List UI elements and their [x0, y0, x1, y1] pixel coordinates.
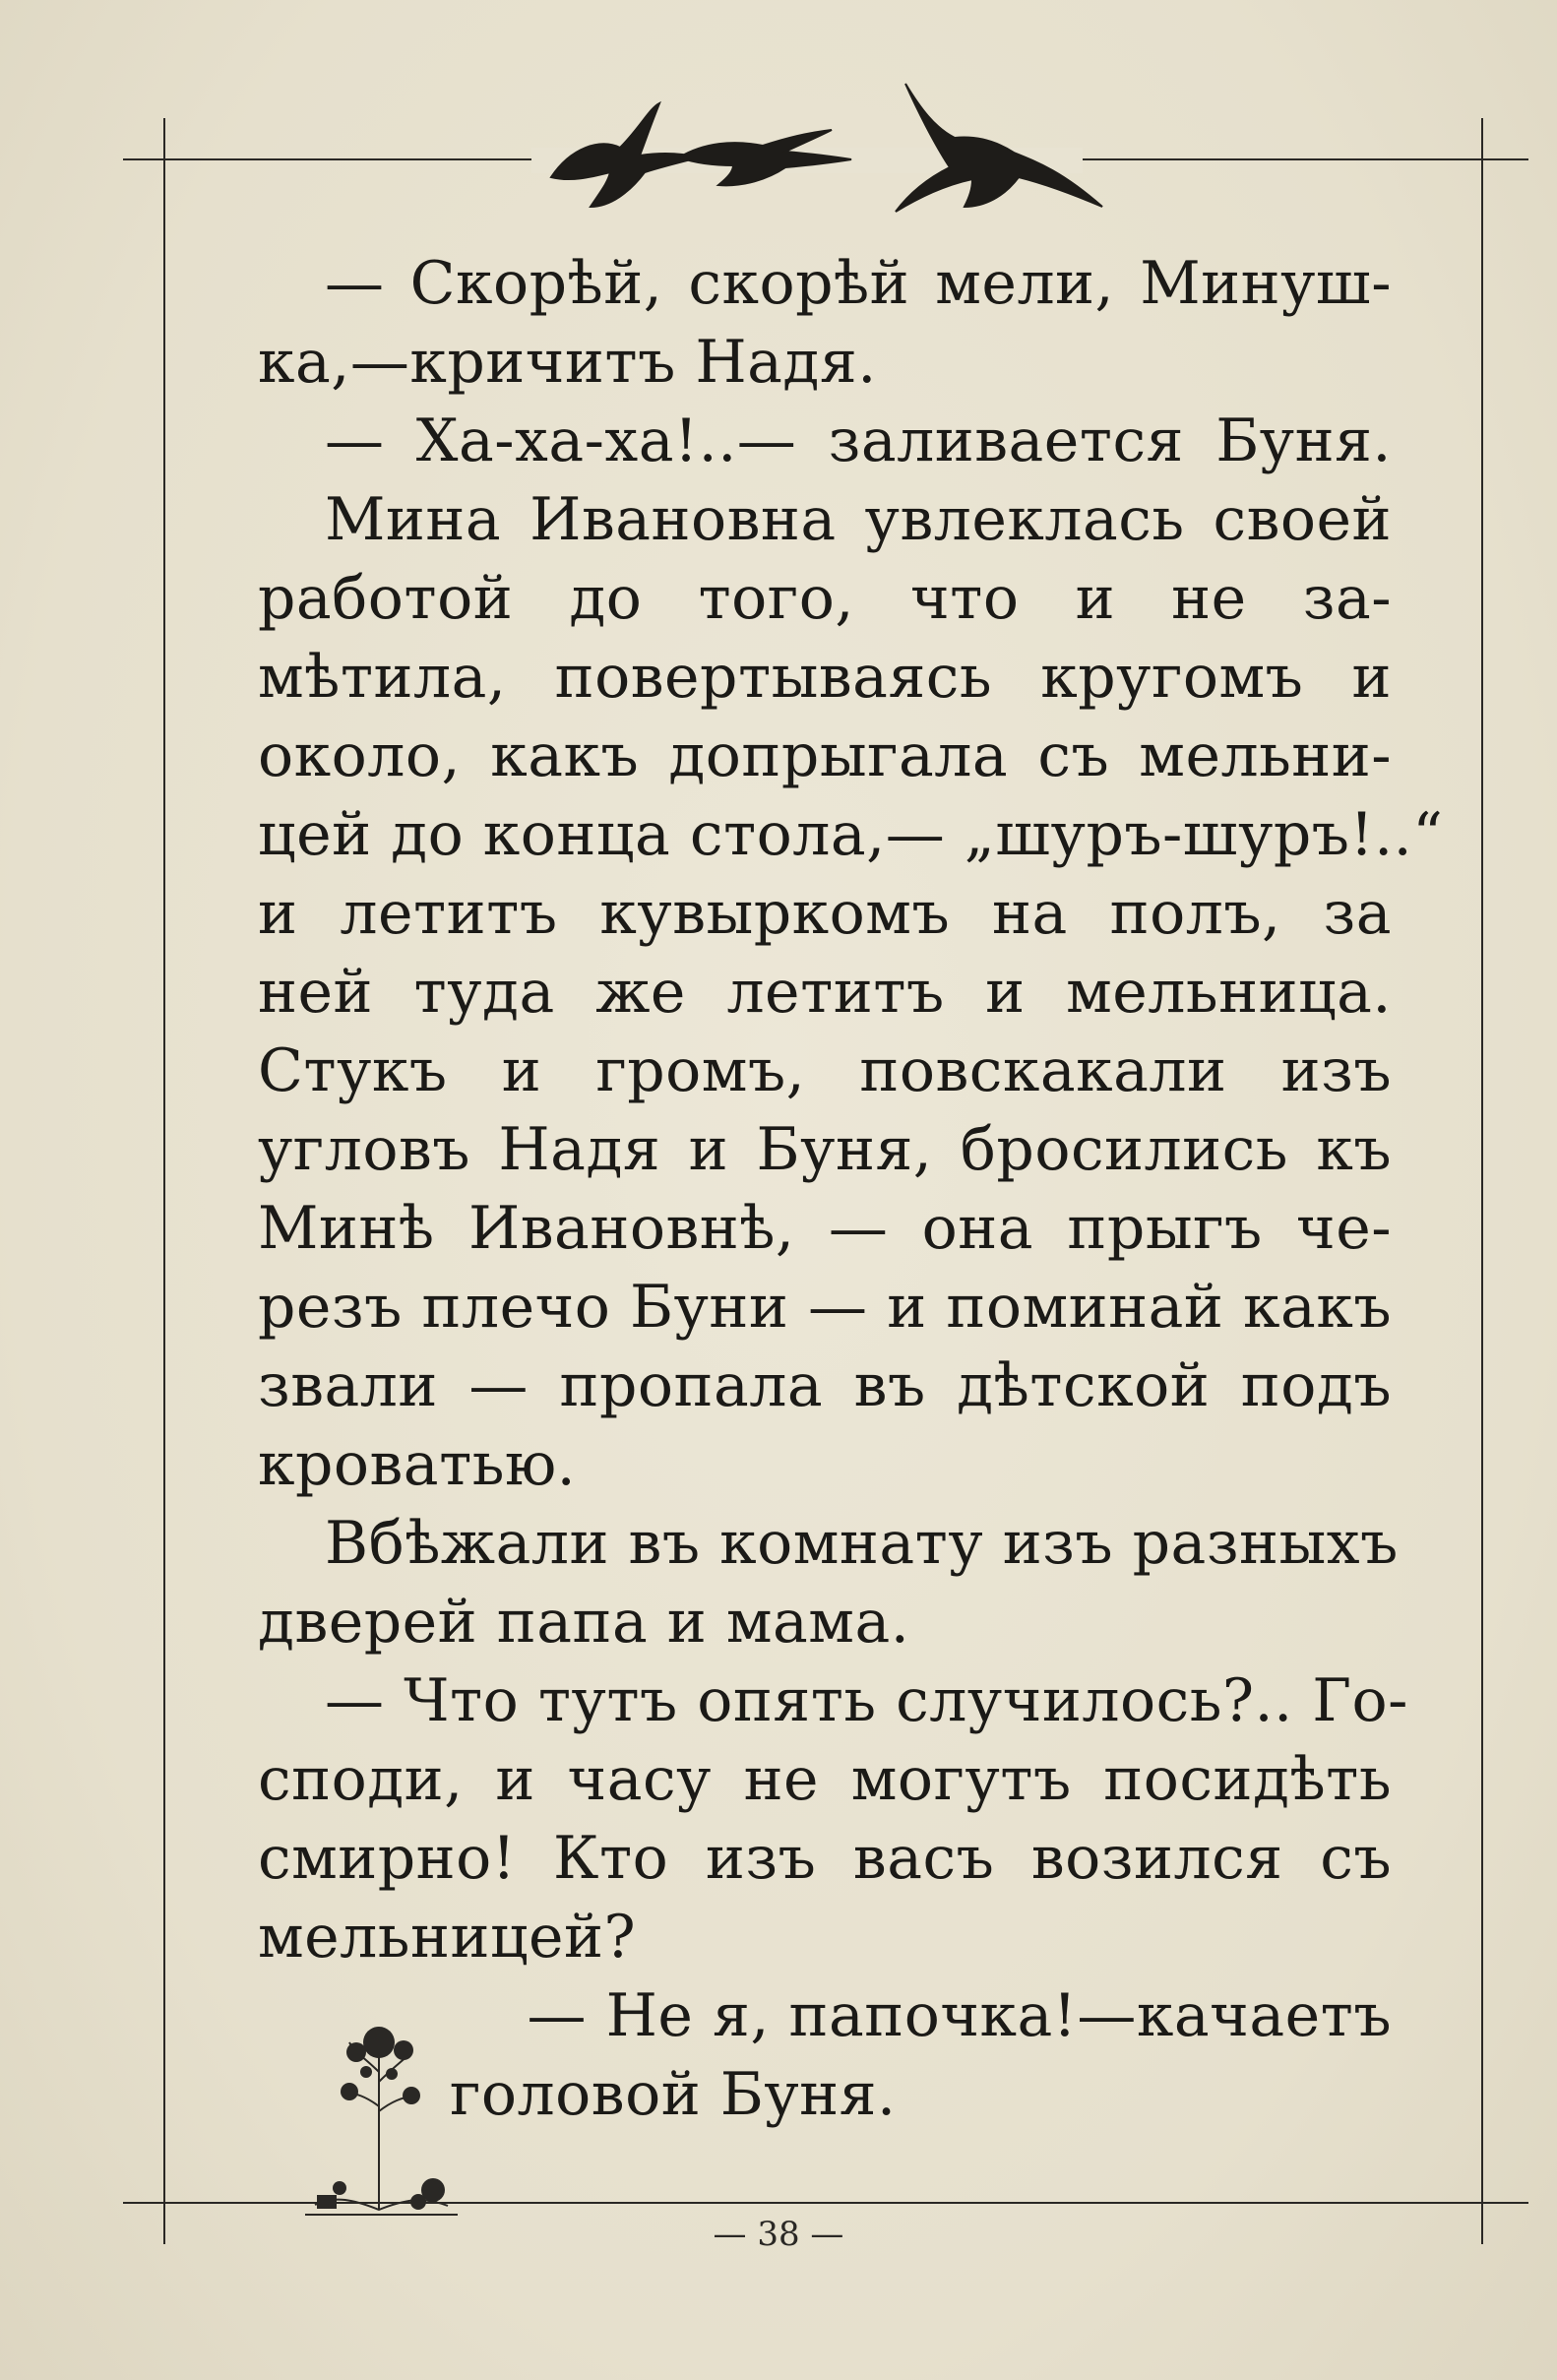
text-line: — Что тутъ опять случилось?.. Го-: [325, 1666, 1408, 1735]
text-line: и летитъ кувыркомъ на полъ, за: [258, 879, 1392, 948]
text-line: работой до того, что и не за-: [258, 564, 1392, 633]
page-number: — 38 —: [713, 2215, 844, 2254]
text-line: резъ плечо Буни — и поминай какъ: [258, 1273, 1392, 1342]
tree-vignette: [295, 2013, 463, 2224]
swallow-left-icon: [551, 103, 699, 207]
text-line: — Скорѣй, скорѣй мели, Минуш-: [325, 249, 1392, 318]
text-line: Вбѣжали въ комнату изъ разныхъ: [325, 1509, 1399, 1578]
text-line: головой Буня.: [450, 2060, 897, 2129]
text-line: Стукъ и громъ, повскакали изъ: [258, 1036, 1392, 1105]
text-line: дверей папа и мама.: [258, 1588, 910, 1657]
text-line: угловъ Надя и Буня, бросились къ: [258, 1115, 1392, 1184]
text-line: Мина Ивановна увлеклась своей: [325, 485, 1392, 554]
text-line: кроватью.: [258, 1430, 577, 1499]
text-line: мельницей?: [258, 1903, 637, 1972]
swallow-middle-icon: [679, 130, 851, 185]
swallows-ornament: [531, 69, 1112, 226]
text-line: ка,—кричитъ Надя.: [258, 328, 877, 397]
page-text: [258, 244, 1444, 2134]
swallow-right-icon: [896, 84, 1102, 212]
text-line: Минѣ Ивановнѣ, — она прыгъ че-: [258, 1194, 1392, 1263]
text-line: — Не я, папочка!—качаетъ: [527, 1981, 1392, 2050]
frame-left-rule: [163, 118, 165, 2244]
text-line: — Ха-ха-ха!..— заливается Буня.: [325, 407, 1392, 475]
text-line: смирно! Кто изъ васъ возился съ: [258, 1824, 1392, 1893]
text-line: ней туда же летитъ и мельница.: [258, 958, 1392, 1027]
text-line: мѣтила, повертываясь кругомъ и: [258, 643, 1392, 712]
frame-right-rule: [1481, 118, 1483, 2244]
text-line: споди, и часу не могутъ посидѣть: [258, 1745, 1392, 1814]
text-line: цей до конца стола,— „шуръ-шуръ!..“: [258, 800, 1444, 869]
text-line: звали — пропала въ дѣтской подъ: [258, 1351, 1392, 1420]
text-line: около, какъ допрыгала съ мельни-: [258, 721, 1392, 790]
